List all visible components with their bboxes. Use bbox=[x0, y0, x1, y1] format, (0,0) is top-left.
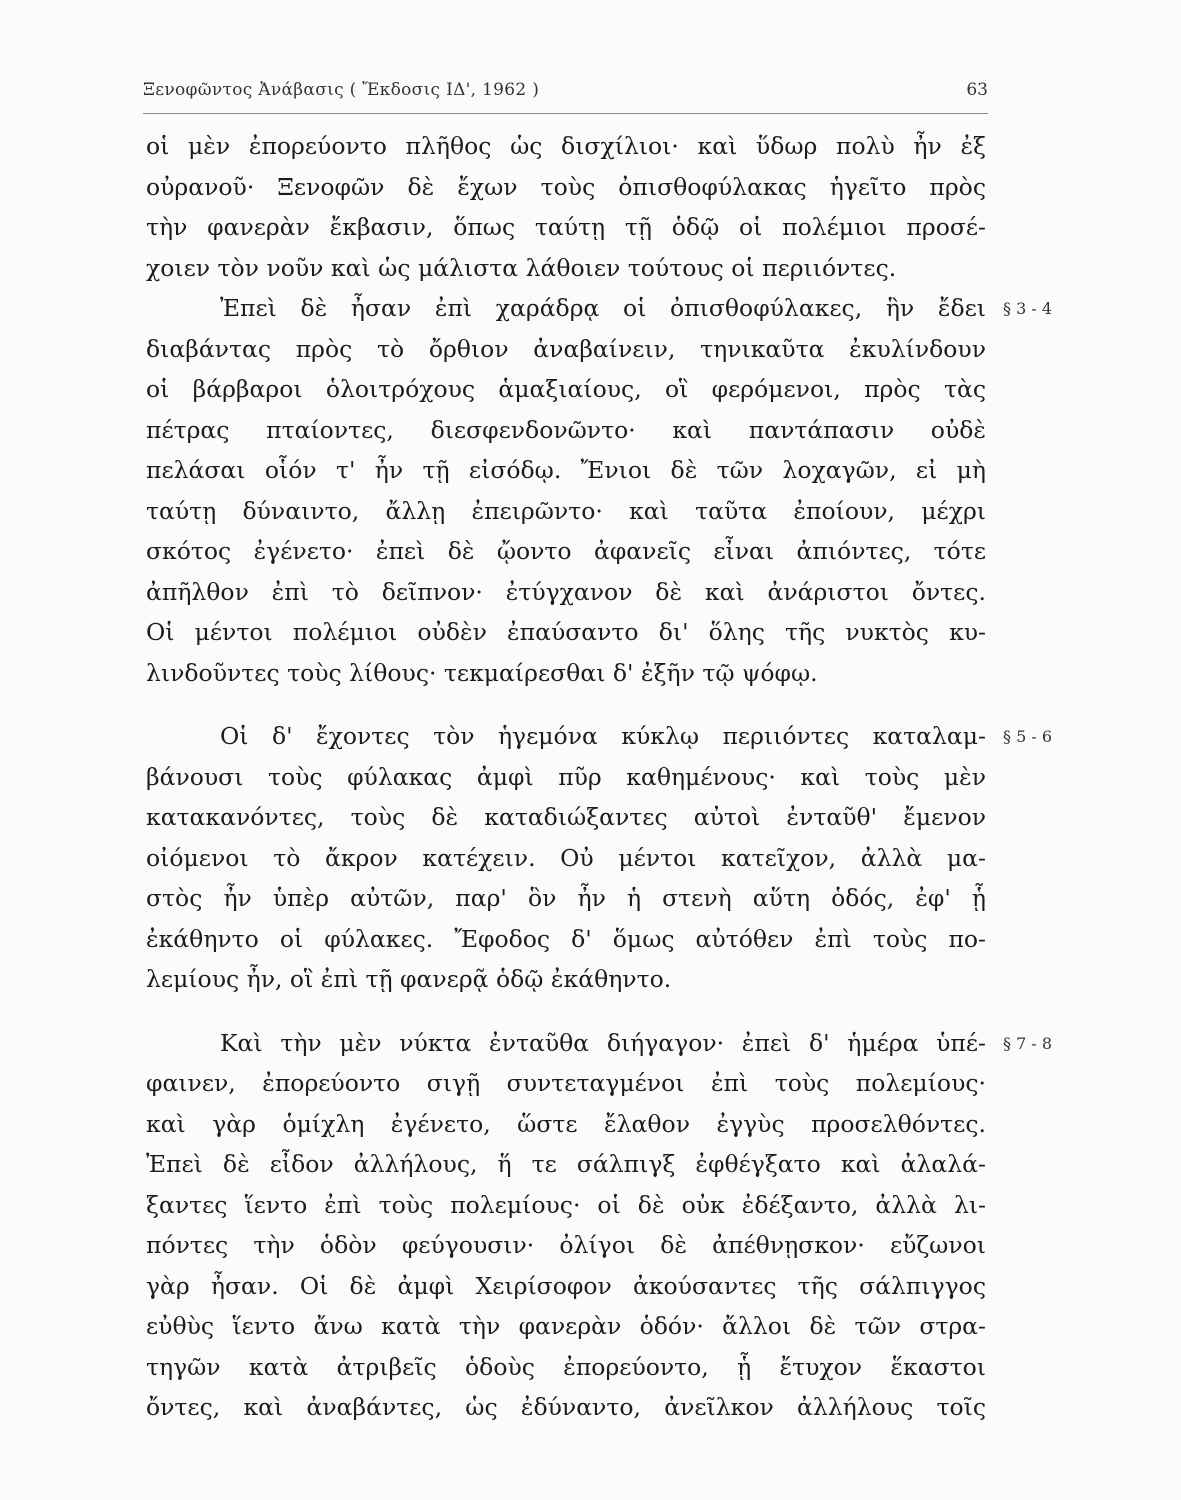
paragraph bbox=[146, 716, 986, 1000]
text-line: πόντες τὴν ὁδὸν φεύγουσιν· ὀλίγοι δὲ ἀπέθνῃσκον· εὔζωνοι bbox=[146, 1231, 986, 1259]
text-line: οἱ μὲν ἐπορεύοντο πλῆθος ὡς δισχίλιοι· καὶ ὕδωρ πολὺ ἦν ἐξ bbox=[146, 132, 986, 160]
text-line: βάνουσι τοὺς φύλακας ἀμφὶ πῦρ καθημένους· καὶ τοὺς μὲν bbox=[146, 762, 986, 791]
text-line: Ἐπεὶ δὲ εἶδον ἀλλήλους, ἥ τε σάλπιγξ ἐφθέγξατο καὶ ἀλαλά- bbox=[146, 1150, 986, 1178]
text-line: λινδοῦντες τοὺς λίθους· τεκμαίρεσθαι δ' ἐξῆν τῷ ψόφῳ. bbox=[146, 658, 818, 687]
text-line: τηγῶν κατὰ ἀτριβεῖς ὁδοὺς ἐπορεύοντο, ᾗ ἔτυχον ἕκαστοι bbox=[146, 1352, 986, 1381]
text-line: χοιεν τὸν νοῦν καὶ ὡς μάλιστα λάθοιεν τούτους οἱ περιιόντες. bbox=[146, 253, 897, 282]
text-line: καὶ γὰρ ὁμίχλη ἐγένετο, ὥστε ἔλαθον ἐγγὺς προσελθόντες. bbox=[146, 1109, 986, 1138]
text-line: οἱ βάρβαροι ὁλοιτρόχους ἁμαξιαίους, οἳ φερόμενοι, πρὸς τὰς bbox=[146, 375, 986, 403]
text-line: ἐκάθηντο οἱ φύλακες. Ἔφοδος δ' ὅμως αὐτόθεν ἐπὶ τοὺς πο- bbox=[146, 924, 986, 953]
text-line: ξαντες ἵεντο ἐπὶ τοὺς πολεμίους· οἱ δὲ οὐκ ἐδέξαντο, ἀλλὰ λι- bbox=[146, 1190, 986, 1219]
text-line: κατακανόντες, τοὺς δὲ καταδιώξαντες αὐτοὶ ἐνταῦθ' ἔμενον bbox=[146, 803, 986, 831]
text-line: διαβάντας πρὸς τὸ ὄρθιον ἀναβαίνειν, τηνικαῦτα ἐκυλίνδουν bbox=[146, 334, 986, 363]
body-text bbox=[146, 126, 986, 1428]
text-line: Καὶ τὴν μὲν νύκτα ἐνταῦθα διήγαγον· ἐπεὶ δ' ἡμέρα ὑπέ- bbox=[220, 1028, 986, 1057]
text-line: οὐρανοῦ· Ξενοφῶν δὲ ἔχων τοὺς ὀπισθοφύλακας ἡγεῖτο πρὸς bbox=[146, 172, 986, 201]
text-line: Ἐπεὶ δὲ ἦσαν ἐπὶ χαράδρᾳ οἱ ὀπισθοφύλακες, ἣν ἔδει bbox=[220, 294, 986, 322]
text-line: γὰρ ἦσαν. Οἱ δὲ ἀμφὶ Χειρίσοφον ἀκούσαντες τῆς σάλπιγγος bbox=[146, 1271, 986, 1300]
text-line: εὐθὺς ἵεντο ἄνω κατὰ τὴν φανερὰν ὁδόν· ἄλλοι δὲ τῶν στρα- bbox=[146, 1312, 986, 1340]
text-line: ἀπῆλθον ἐπὶ τὸ δεῖπνον· ἐτύγχανον δὲ καὶ ἀνάριστοι ὄντες. bbox=[146, 577, 986, 606]
paragraph bbox=[146, 1023, 986, 1428]
header-title: Ξενοφῶντος Ἀνάβασις ( Ἔκδοσις ΙΔ', 1962 ) bbox=[143, 80, 540, 100]
section-marker: § 7 - 8 bbox=[1003, 1033, 1053, 1053]
text-line: φαινεν, ἐπορεύοντο σιγῇ συντεταγμένοι ἐπὶ τοὺς πολεμίους· bbox=[146, 1069, 986, 1097]
text-line: λεμίους ἦν, οἳ ἐπὶ τῇ φανερᾷ ὁδῷ ἐκάθηντο. bbox=[146, 965, 672, 993]
paragraph bbox=[146, 126, 986, 288]
header-rule bbox=[143, 113, 988, 114]
text-line: στὸς ἦν ὑπὲρ αὐτῶν, παρ' ὃν ἦν ἡ στενὴ αὕτη ὁδός, ἐφ' ᾗ bbox=[146, 884, 986, 912]
text-line: ὄντες, καὶ ἀναβάντες, ὡς ἐδύναντο, ἀνεῖλκον ἀλλήλους τοῖς bbox=[146, 1393, 986, 1421]
section-marker: § 3 - 4 bbox=[1003, 299, 1053, 318]
paragraph-space bbox=[146, 1000, 986, 1023]
text-line: οἰόμενοι τὸ ἄκρον κατέχειν. Οὐ μέντοι κατεῖχον, ἀλλὰ μα- bbox=[146, 843, 986, 872]
paragraph bbox=[146, 288, 986, 693]
text-line: πελάσαι οἷόν τ' ἦν τῇ εἰσόδῳ. Ἔνιοι δὲ τῶν λοχαγῶν, εἰ μὴ bbox=[146, 456, 986, 484]
section-marker: § 5 - 6 bbox=[1003, 727, 1053, 746]
text-line: πέτρας πταίοντες, διεσφενδονῶντο· καὶ παντάπασιν οὐδὲ bbox=[146, 415, 986, 444]
text-line: σκότος ἐγένετο· ἐπεὶ δὲ ᾤοντο ἀφανεῖς εἶναι ἀπιόντες, τότε bbox=[146, 537, 986, 565]
paragraph-space bbox=[146, 693, 986, 716]
text-line: Οἱ δ' ἔχοντες τὸν ἡγεμόνα κύκλῳ περιιόντες καταλαμ- bbox=[220, 722, 986, 750]
running-header bbox=[143, 80, 988, 112]
text-line: ταύτῃ δύναιντο, ἄλλῃ ἐπειρῶντο· καὶ ταῦτα ἐποίουν, μέχρι bbox=[146, 496, 986, 525]
text-line: τὴν φανερὰν ἔκβασιν, ὅπως ταύτῃ τῇ ὁδῷ οἱ πολέμιοι προσέ- bbox=[146, 213, 986, 241]
page-number: 63 bbox=[966, 80, 988, 100]
text-line: Οἱ μέντοι πολέμιοι οὐδὲν ἐπαύσαντο δι' ὅλης τῆς νυκτὸς κυ- bbox=[146, 618, 986, 646]
